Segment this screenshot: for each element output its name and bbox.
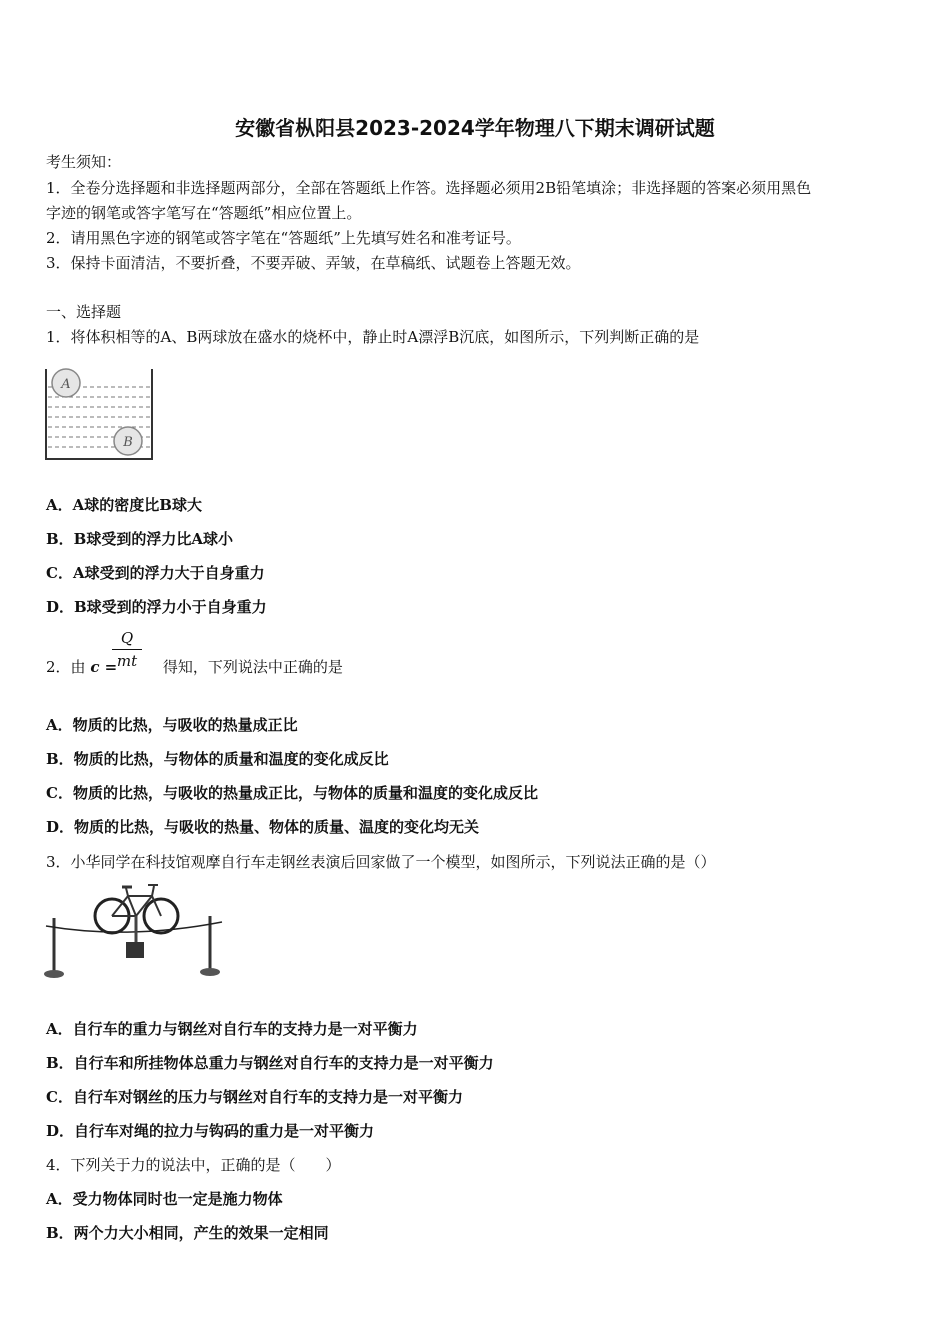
- formula-fraction: [112, 628, 142, 671]
- question-1-stem: 1．将体积相等的A、B两球放在盛水的烧杯中，静止时A漂浮B沉底，如图所示，下列判断正确的是: [46, 328, 700, 346]
- option: C．A球受到的浮力大于自身重力: [46, 564, 265, 582]
- option: A．A球的密度比B球大: [46, 496, 202, 514]
- notice-item: 1．全卷分选择题和非选择题两部分，全部在答题纸上作答。选择题必须用2B铅笔填涂；非选择题的答案必须用黑色: [46, 179, 812, 197]
- question-3-stem: 3．小华同学在科技馆观摩自行车走钢丝表演后回家做了一个模型，如图所示，下列说法正确的是（）: [46, 853, 716, 871]
- option: C．自行车对钢丝的压力与钢丝对自行车的支持力是一对平衡力: [46, 1088, 463, 1106]
- formula-denominator: mt: [116, 652, 138, 670]
- formula-numerator: Q: [120, 629, 134, 647]
- option: A．受力物体同时也一定是施力物体: [46, 1190, 283, 1208]
- option: B．两个力大小相同，产生的效果一定相同: [46, 1224, 329, 1242]
- section-heading: 一、选择题: [46, 303, 122, 321]
- option: B．B球受到的浮力比A球小: [46, 530, 233, 548]
- option: D．B球受到的浮力小于自身重力: [46, 598, 267, 616]
- page-title: 安徽省枞阳县2023-2024学年物理八下期末调研试题: [235, 116, 715, 140]
- option: C．物质的比热，与吸收的热量成正比，与物体的质量和温度的变化成反比: [46, 784, 538, 802]
- notice-item: 字迹的钢笔或答字笔写在“答题纸”相应位置上。: [46, 204, 362, 222]
- option: B．物质的比热，与物体的质量和温度的变化成反比: [46, 750, 389, 768]
- option: A．物质的比热，与吸收的热量成正比: [46, 716, 298, 734]
- bicycle-figure: [44, 880, 224, 980]
- ball-a-label: A: [61, 377, 71, 392]
- stem-suffix: 得知，下列说法中正确的是: [162, 658, 343, 676]
- notice-item: 2．请用黑色字迹的钢笔或答字笔在“答题纸”上先填写姓名和准考证号。: [46, 229, 521, 247]
- ball-b-label: B: [123, 435, 133, 450]
- option: D．物质的比热，与吸收的热量、物体的质量、温度的变化均无关: [46, 818, 480, 836]
- notice-heading: 考生须知：: [46, 153, 122, 171]
- question-2-stem: [46, 657, 343, 677]
- formula-lhs: c =: [90, 658, 118, 676]
- option: A．自行车的重力与钢丝对自行车的支持力是一对平衡力: [46, 1020, 418, 1038]
- notice-item: 3．保持卡面清洁，不要折叠，不要弄破、弄皱，在草稿纸、试题卷上答题无效。: [46, 254, 581, 272]
- beaker-figure: [44, 365, 156, 463]
- question-4-stem: 4．下列关于力的说法中，正确的是（ ）: [46, 1156, 341, 1174]
- stem-prefix: 2．由: [46, 658, 86, 676]
- option: D．自行车对绳的拉力与钩码的重力是一对平衡力: [46, 1122, 375, 1140]
- option: B．自行车和所挂物体总重力与钢丝对自行车的支持力是一对平衡力: [46, 1054, 494, 1072]
